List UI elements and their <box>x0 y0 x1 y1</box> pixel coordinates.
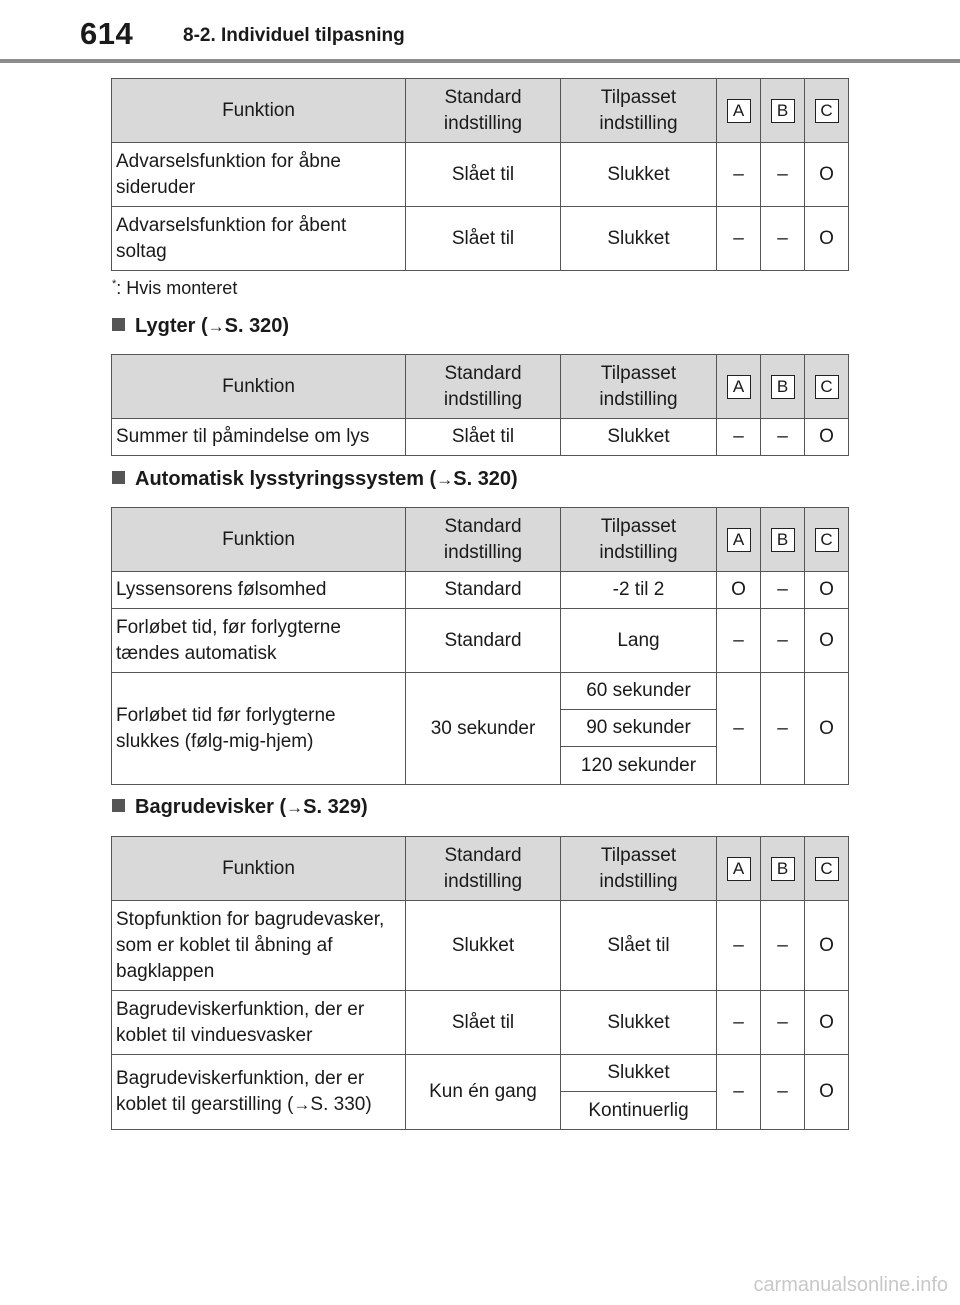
c-cell: O <box>805 207 849 271</box>
col-c <box>805 837 849 901</box>
function-cell: Lyssensorens følsomhed <box>112 572 406 609</box>
arrow-right-icon: → <box>436 470 454 489</box>
b-cell: – <box>761 673 805 785</box>
mode-b-badge: B <box>771 99 795 123</box>
custom-cell: Kontinuerlig <box>561 1092 717 1130</box>
standard-cell: Kun én gang <box>406 1055 561 1130</box>
standard-cell: Slået til <box>406 143 561 207</box>
standard-cell: Slået til <box>406 207 561 271</box>
col-a <box>717 79 761 143</box>
header-divider <box>0 59 960 63</box>
watermark: carmanualsonline.info <box>753 1274 948 1296</box>
section-title: 8-2. Individuel tilpasning <box>183 25 405 46</box>
arrow-right-icon: → <box>293 1095 311 1114</box>
c-cell: O <box>805 991 849 1055</box>
table-header-row <box>112 355 849 419</box>
windows-settings-table <box>111 78 849 271</box>
standard-cell: Standard <box>406 572 561 609</box>
col-a <box>717 355 761 419</box>
b-cell: – <box>761 901 805 991</box>
col-function: Funktion <box>112 79 406 143</box>
col-c <box>805 79 849 143</box>
standard-cell: Slukket <box>406 901 561 991</box>
c-cell: O <box>805 143 849 207</box>
col-b <box>761 355 805 419</box>
function-cell: Forløbet tid, før forlygterne tændes automatisk <box>112 609 406 673</box>
mode-a-badge: A <box>727 375 751 399</box>
table-row <box>112 673 849 710</box>
custom-cell: Slukket <box>561 207 717 271</box>
c-cell: O <box>805 673 849 785</box>
auto-light-table <box>111 507 849 785</box>
col-b <box>761 837 805 901</box>
a-cell: – <box>717 609 761 673</box>
custom-cell: 90 sekunder <box>561 710 717 747</box>
table-row <box>112 143 849 207</box>
table-header-row <box>112 79 849 143</box>
a-cell: – <box>717 991 761 1055</box>
table-header-row <box>112 837 849 901</box>
mode-b-badge: B <box>771 528 795 552</box>
mode-b-badge: B <box>771 375 795 399</box>
col-standard: Standard indstilling <box>406 837 561 901</box>
table-row <box>112 1055 849 1092</box>
a-cell: – <box>717 419 761 456</box>
page-number: 614 <box>80 16 134 51</box>
col-custom: Tilpasset indstilling <box>561 837 717 901</box>
table-header-row <box>112 508 849 572</box>
custom-cell: Slukket <box>561 991 717 1055</box>
custom-cell: Slukket <box>561 419 717 456</box>
col-custom: Tilpasset indstilling <box>561 355 717 419</box>
table-row <box>112 572 849 609</box>
mode-c-badge: C <box>815 857 839 881</box>
standard-cell: Slået til <box>406 419 561 456</box>
col-function: Funktion <box>112 837 406 901</box>
footnote: *: Hvis monteret <box>112 278 238 298</box>
col-custom: Tilpasset indstilling <box>561 79 717 143</box>
col-custom: Tilpasset indstilling <box>561 508 717 572</box>
custom-cell: Slukket <box>561 1055 717 1092</box>
c-cell: O <box>805 419 849 456</box>
table-row <box>112 419 849 456</box>
col-a <box>717 837 761 901</box>
col-b <box>761 79 805 143</box>
a-cell: – <box>717 673 761 785</box>
lights-table <box>111 354 849 456</box>
table-row <box>112 901 849 991</box>
page-header <box>0 0 960 62</box>
a-cell: – <box>717 1055 761 1130</box>
custom-cell: 60 sekunder <box>561 673 717 710</box>
c-cell: O <box>805 901 849 991</box>
function-cell: Advarselsfunktion for åbne sideruder <box>112 143 406 207</box>
custom-cell: Lang <box>561 609 717 673</box>
b-cell: – <box>761 572 805 609</box>
custom-cell: -2 til 2 <box>561 572 717 609</box>
rear-wiper-table <box>111 836 849 1130</box>
col-b <box>761 508 805 572</box>
mode-c-badge: C <box>815 99 839 123</box>
function-cell: Bagrudeviskerfunktion, der er koblet til gearstilling (→S. 330) <box>112 1055 406 1130</box>
c-cell: O <box>805 572 849 609</box>
standard-cell: Slået til <box>406 991 561 1055</box>
function-cell: Advarselsfunktion for åbent soltag <box>112 207 406 271</box>
standard-cell: 30 sekunder <box>406 673 561 785</box>
table-row <box>112 207 849 271</box>
b-cell: – <box>761 207 805 271</box>
col-standard: Standard indstilling <box>406 79 561 143</box>
b-cell: – <box>761 1055 805 1130</box>
standard-cell: Standard <box>406 609 561 673</box>
arrow-right-icon: → <box>207 317 225 336</box>
mode-a-badge: A <box>727 857 751 881</box>
col-function: Funktion <box>112 355 406 419</box>
c-cell: O <box>805 609 849 673</box>
col-function: Funktion <box>112 508 406 572</box>
mode-c-badge: C <box>815 375 839 399</box>
function-cell: Bagrudeviskerfunktion, der er koblet til vinduesvasker <box>112 991 406 1055</box>
b-cell: – <box>761 609 805 673</box>
col-c <box>805 508 849 572</box>
auto-light-heading: Automatisk lysstyringssystem (→S. 320) <box>112 468 518 491</box>
function-cell: Stopfunktion for bagrudevasker, som er koblet til åbning af bagklappen <box>112 901 406 991</box>
mode-a-badge: A <box>727 99 751 123</box>
a-cell: – <box>717 143 761 207</box>
a-cell: – <box>717 207 761 271</box>
bullet-square-icon <box>112 471 125 484</box>
function-cell: Forløbet tid før forlygterne slukkes (følg-mig-hjem) <box>112 673 406 785</box>
col-standard: Standard indstilling <box>406 355 561 419</box>
col-standard: Standard indstilling <box>406 508 561 572</box>
table-row <box>112 609 849 673</box>
lights-heading: Lygter (→S. 320) <box>112 315 289 338</box>
mode-b-badge: B <box>771 857 795 881</box>
function-cell: Summer til påmindelse om lys <box>112 419 406 456</box>
bullet-square-icon <box>112 799 125 812</box>
rear-wiper-heading: Bagrudevisker (→S. 329) <box>112 796 368 819</box>
a-cell: – <box>717 901 761 991</box>
bullet-square-icon <box>112 318 125 331</box>
mode-a-badge: A <box>727 528 751 552</box>
b-cell: – <box>761 419 805 456</box>
col-c <box>805 355 849 419</box>
arrow-right-icon: → <box>286 798 304 817</box>
b-cell: – <box>761 991 805 1055</box>
col-a <box>717 508 761 572</box>
custom-cell: Slukket <box>561 143 717 207</box>
custom-cell: Slået til <box>561 901 717 991</box>
custom-cell: 120 sekunder <box>561 747 717 785</box>
mode-c-badge: C <box>815 528 839 552</box>
table-row <box>112 991 849 1055</box>
b-cell: – <box>761 143 805 207</box>
c-cell: O <box>805 1055 849 1130</box>
a-cell: O <box>717 572 761 609</box>
